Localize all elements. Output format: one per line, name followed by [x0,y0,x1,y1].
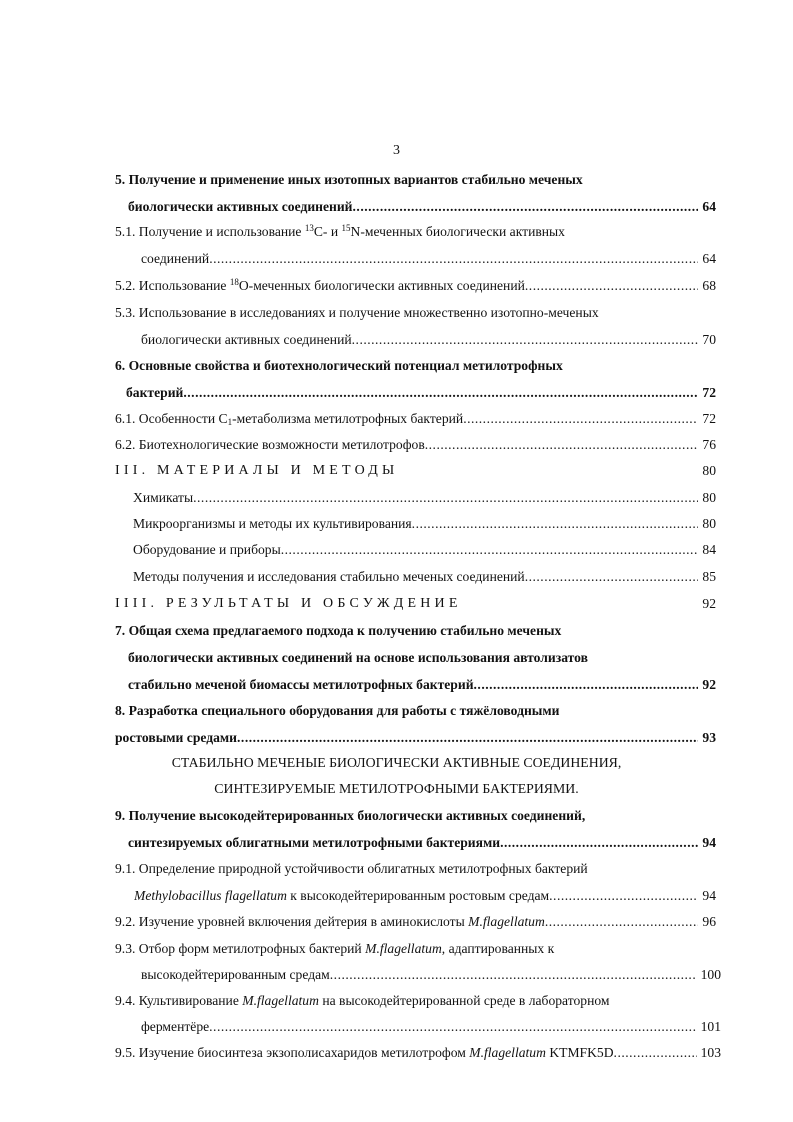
toc-entry-6-1: 6.1. Особенности $C_1$-метаболизма метилотрофных бактерий ..... 72 [115,409,716,429]
toc-entry-5-line2 [128,197,716,217]
toc-title: 6. Основные свойства и биотехнологический потенциал метилотрофных [115,358,563,373]
toc-title: Оборудование и приборы [133,542,281,557]
toc-page: 72 [702,411,716,426]
toc-page: 80 [702,463,716,478]
toc-entry-9-5: 9.5. Изучение биосинтеза экзополисахаридов метилотрофом M.flagellatum KTMFK5D ..... 103 [115,1043,721,1063]
dot-leader [193,488,698,508]
toc-page: 101 [700,1019,721,1034]
toc-entry-8-line1 [115,701,715,721]
toc-title: 6.2. Биотехнологические возможности метилотрофов [115,437,425,452]
toc-entry-7-line1 [115,621,715,641]
toc-page: 103 [700,1045,721,1060]
toc-title: ферментёре [141,1019,210,1034]
toc-page: 93 [702,730,716,745]
toc-title: ростовыми средами [115,730,238,745]
toc-page: 100 [700,967,721,982]
dot-leader [353,197,699,217]
toc-page: 80 [702,490,716,505]
toc-entry-9-line2 [128,833,716,853]
chapter-heading-line1: СТАБИЛЬНО МЕЧЕНЫЕ БИОЛОГИЧЕСКИ АКТИВНЫЕ СОЕДИНЕНИЯ, [171,755,622,770]
section-title: III. МАТЕРИАЛЫ И МЕТОДЫ [115,463,399,478]
toc-page: 64 [702,199,716,214]
toc-entry-8-line2 [115,728,716,748]
toc-page: 92 [702,596,716,611]
toc-page: 76 [702,437,716,452]
dot-leader [474,675,699,695]
dot-leader [330,965,697,985]
toc-title: синтезируемых облигатными метилотрофными бактериями [128,835,501,850]
toc-entry-9-line1 [115,806,715,826]
toc-entry-9-3-line1: 9.3. Отбор форм метилотрофных бактерий M.flagellatum, адаптированных к [115,941,555,956]
toc-title: 9. Получение высокодейтерированных биологически активных соединений, [115,808,586,823]
toc-entry-5-line1 [115,170,715,190]
toc-entry-5-1-line1: 5.1. Получение и использование $^{13}$C- и $^{15}$N-меченных биологически активных [115,223,565,239]
toc-entry-5-3-line1 [115,303,715,323]
dot-leader [525,276,699,296]
toc-entry-9-1-line1 [115,859,715,879]
dot-leader [500,833,698,853]
toc-title: биологически активных соединений [141,332,352,347]
toc-entry-equipment [133,540,716,560]
toc-title: Микроорганизмы и методы их культивирования [133,516,412,531]
toc-entry-7-line3 [128,675,716,695]
toc-page: 68 [702,278,716,293]
toc-page: 84 [702,542,716,557]
toc-entry-5-2: 5.2. Использование $^{18}$O-меченных биологически активных соединений ..... 68 [115,276,716,296]
toc-entry-7-line2 [128,648,716,668]
dot-leader [545,912,699,932]
dot-leader [614,1043,697,1063]
toc-title: 7. Общая схема предлагаемого подхода к получению стабильно меченых [115,623,562,638]
toc-title: 5.3. Использование в исследованиях и получение множественно изотопно-меченых [115,305,599,320]
dot-leader [352,330,699,350]
dot-leader [425,435,699,455]
toc-entry-5-3-line2 [141,330,716,350]
toc-title: Химикаты [133,490,194,505]
toc-title: 5. Получение и применение иных изотопных вариантов стабильно меченых [115,172,583,187]
section-iiii-heading [115,594,575,614]
toc-title: бактерий [126,385,184,400]
toc-entry-methods [133,567,716,587]
toc-title: 8. Разработка специального оборудования для работы с тяжёловодными [115,703,560,718]
toc-entry-6-line1 [115,356,715,376]
toc-page: 70 [702,332,716,347]
toc-title: 9.1. Определение природной устойчивости облигатных метилотрофных бактерий [115,861,588,876]
dot-leader [281,540,699,560]
toc-title: соединений [141,251,210,266]
dot-leader [237,728,698,748]
toc-entry-6-line2 [126,383,716,403]
dot-leader [463,409,698,429]
dot-leader [412,514,699,534]
toc-entry-9-2: 9.2. Изучение уровней включения дейтерия в аминокислоты M.flagellatum ..... 96 [115,912,716,932]
toc-entry-9-1-line2: Methylobacillus flagellatum к высокодейтерированным ростовым средам ..... 94 [134,886,716,906]
dot-leader [183,383,698,403]
page-number: 3 [393,143,400,158]
toc-title: Методы получения и исследования стабильно меченых соединений [133,569,525,584]
toc-entry-9-4-line2 [141,1017,721,1037]
toc-title: биологически активных соединений на основе использования автолизатов [128,650,588,665]
toc-page: 96 [702,914,716,929]
toc-page: 80 [702,516,716,531]
toc-title: стабильно меченой биомассы метилотрофных бактерий [128,677,474,692]
section-iii-heading [115,461,575,481]
toc-entry-chemicals [133,488,716,508]
toc-page: 72 [702,385,716,400]
toc-page: 85 [702,569,716,584]
toc-entry-microorganisms [133,514,716,534]
toc-title: высокодейтерированным средам [141,967,330,982]
toc-page: 64 [702,251,716,266]
toc-entry-9-3-line2 [141,965,721,985]
dot-leader [209,249,698,269]
toc-page: 94 [702,835,716,850]
dot-leader [525,567,699,587]
dot-leader [209,1017,696,1037]
toc-entry-9-4-line1: 9.4. Культивирование M.flagellatum на высокодейтерированной среде в лабораторном [115,993,610,1008]
section-title: IIII. РЕЗУЛЬТАТЫ И ОБСУЖДЕНИЕ [115,596,462,611]
toc-entry-6-2 [115,435,716,455]
chapter-heading-line2: СИНТЕЗИРУЕМЫЕ МЕТИЛОТРОФНЫМИ БАКТЕРИЯМИ. [214,781,579,796]
dot-leader [549,886,698,906]
toc-page: 94 [702,888,716,903]
toc-page: 92 [702,677,716,692]
toc-entry-5-1-line2 [141,249,716,269]
toc-title: биологически активных соединений [128,199,353,214]
